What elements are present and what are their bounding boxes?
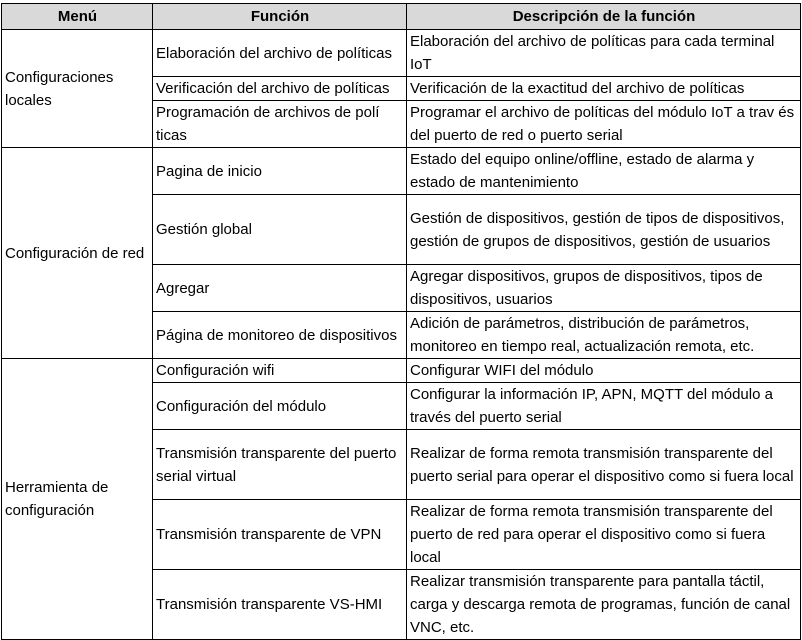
- function-cell: Configuración del módulo: [153, 383, 407, 430]
- description-cell: Elaboración del archivo de políticas para cada terminal IoT: [407, 30, 801, 77]
- menu-group-network: Configuración de red: [2, 148, 153, 359]
- table-row: [2, 359, 801, 383]
- function-cell: Transmisión transparente de VPN: [153, 500, 407, 570]
- menu-group-local: Configuraciones locales: [2, 30, 153, 148]
- description-cell: Adición de parámetros, distribución de parámetros, monitoreo en tiempo real, actualización remota, etc.: [407, 312, 801, 359]
- function-cell: Elaboración del archivo de políticas: [153, 30, 407, 77]
- description-cell: Agregar dispositivos, grupos de dispositivos, tipos de dispositivos, usuarios: [407, 265, 801, 312]
- description-cell: Realizar de forma remota transmisión transparente del puerto de red para operar el dispositivo como si fuera local: [407, 500, 801, 570]
- header-menu: Menú: [2, 4, 153, 30]
- function-cell: Agregar: [153, 265, 407, 312]
- table-row: [2, 30, 801, 77]
- function-cell: Transmisión transparente VS-HMI: [153, 570, 407, 640]
- function-cell: Pagina de inicio: [153, 148, 407, 195]
- function-cell: Página de monitoreo de dispositivos: [153, 312, 407, 359]
- function-cell: Gestión global: [153, 195, 407, 265]
- function-cell: Transmisión transparente del puerto serial virtual: [153, 430, 407, 500]
- header-row: [2, 4, 801, 30]
- function-cell: Configuración wifi: [153, 359, 407, 383]
- description-cell: Configurar la información IP, APN, MQTT del módulo a través del puerto serial: [407, 383, 801, 430]
- description-cell: Programar el archivo de políticas del módulo IoT a trav és del puerto de red o puerto serial: [407, 101, 801, 148]
- header-function: Función: [153, 4, 407, 30]
- description-cell: Gestión de dispositivos, gestión de tipos de dispositivos, gestión de grupos de dispositivos, gestión de usuarios: [407, 195, 801, 265]
- table-row: [2, 148, 801, 195]
- description-cell: Realizar de forma remota transmisión transparente del puerto serial para operar el dispositivo como si fuera local: [407, 430, 801, 500]
- description-cell: Realizar transmisión transparente para pantalla táctil, carga y descarga remota de programas, función de canal VNC, etc.: [407, 570, 801, 640]
- menu-group-tool: Herramienta de configuración: [2, 359, 153, 640]
- description-cell: Estado del equipo online/offline, estado de alarma y estado de mantenimiento: [407, 148, 801, 195]
- description-cell: Configurar WIFI del módulo: [407, 359, 801, 383]
- function-cell: Verificación del archivo de políticas: [153, 77, 407, 101]
- description-cell: Verificación de la exactitud del archivo de políticas: [407, 77, 801, 101]
- function-table: [1, 3, 801, 640]
- function-cell: Programación de archivos de polí ticas: [153, 101, 407, 148]
- header-description: Descripción de la función: [407, 4, 801, 30]
